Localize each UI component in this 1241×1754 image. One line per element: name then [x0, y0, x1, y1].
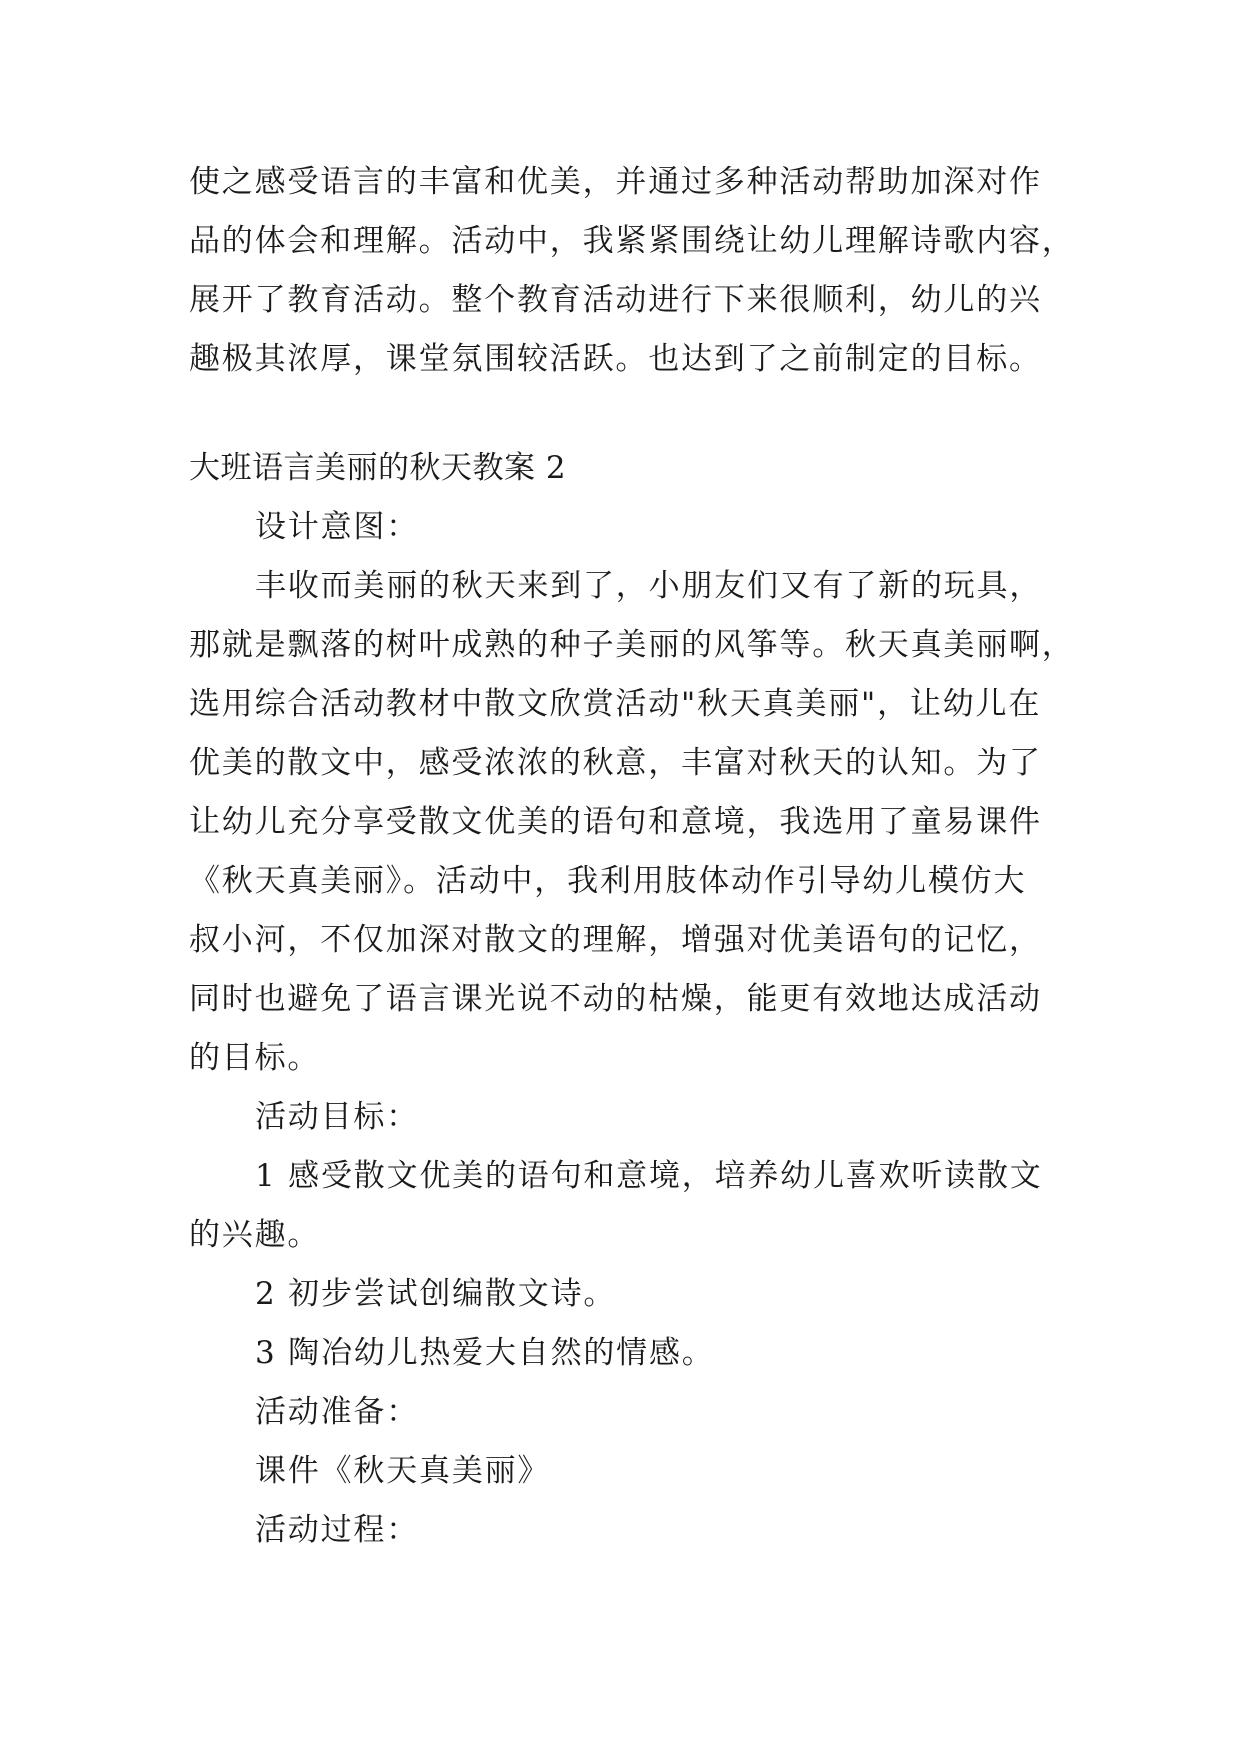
goal-1-line: 的兴趣。	[189, 1217, 321, 1253]
prep-item: 课件《秋天真美丽》	[255, 1453, 551, 1489]
intro-line: 使之感受语言的丰富和优美，并通过多种活动帮助加深对作	[189, 164, 1042, 200]
intro-line: 展开了教育活动。整个教育活动进行下来很顺利，幼儿的兴	[189, 282, 1042, 318]
goals-heading: 活动目标：	[255, 1099, 419, 1135]
intro-line: 品的体会和理解。活动中，我紧紧围绕让幼儿理解诗歌内容，	[189, 223, 1075, 259]
document-body	[189, 153, 1075, 1560]
goal-3: 3 陶冶幼儿热爱大自然的情感。	[255, 1335, 715, 1371]
intro-line: 趣极其浓厚，课堂氛围较活跃。也达到了之前制定的目标。	[189, 341, 1042, 377]
design-heading: 设计意图：	[255, 509, 419, 545]
goal-1-line: 1 感受散文优美的语句和意境，培养幼儿喜欢听读散文	[255, 1158, 1043, 1194]
design-line: 丰收而美丽的秋天来到了，小朋友们又有了新的玩具，	[255, 568, 1043, 604]
design-line: 《秋天真美丽》。活动中，我利用肢体动作引导幼儿模仿大	[189, 863, 1027, 899]
design-line: 的目标。	[189, 1040, 321, 1076]
goal-2: 2 初步尝试创编散文诗。	[255, 1276, 617, 1312]
prep-heading: 活动准备：	[255, 1394, 419, 1430]
design-line: 那就是飘落的树叶成熟的种子美丽的风筝等。秋天真美丽啊，	[189, 627, 1075, 663]
design-line: 让幼儿充分享受散文优美的语句和意境，我选用了童易课件	[189, 804, 1042, 840]
design-line: 叔小河，不仅加深对散文的理解，增强对优美语句的记忆，	[189, 922, 1042, 958]
process-heading: 活动过程：	[255, 1512, 419, 1548]
design-line: 优美的散文中，感受浓浓的秋意，丰富对秋天的认知。为了	[189, 745, 1042, 781]
design-line: 同时也避免了语言课光说不动的枯燥，能更有效地达成活动	[189, 981, 1042, 1017]
design-line: 选用综合活动教材中散文欣赏活动"秋天真美丽"，让幼儿在	[189, 686, 1042, 722]
section-title: 大班语言美丽的秋天教案 2	[189, 450, 567, 486]
